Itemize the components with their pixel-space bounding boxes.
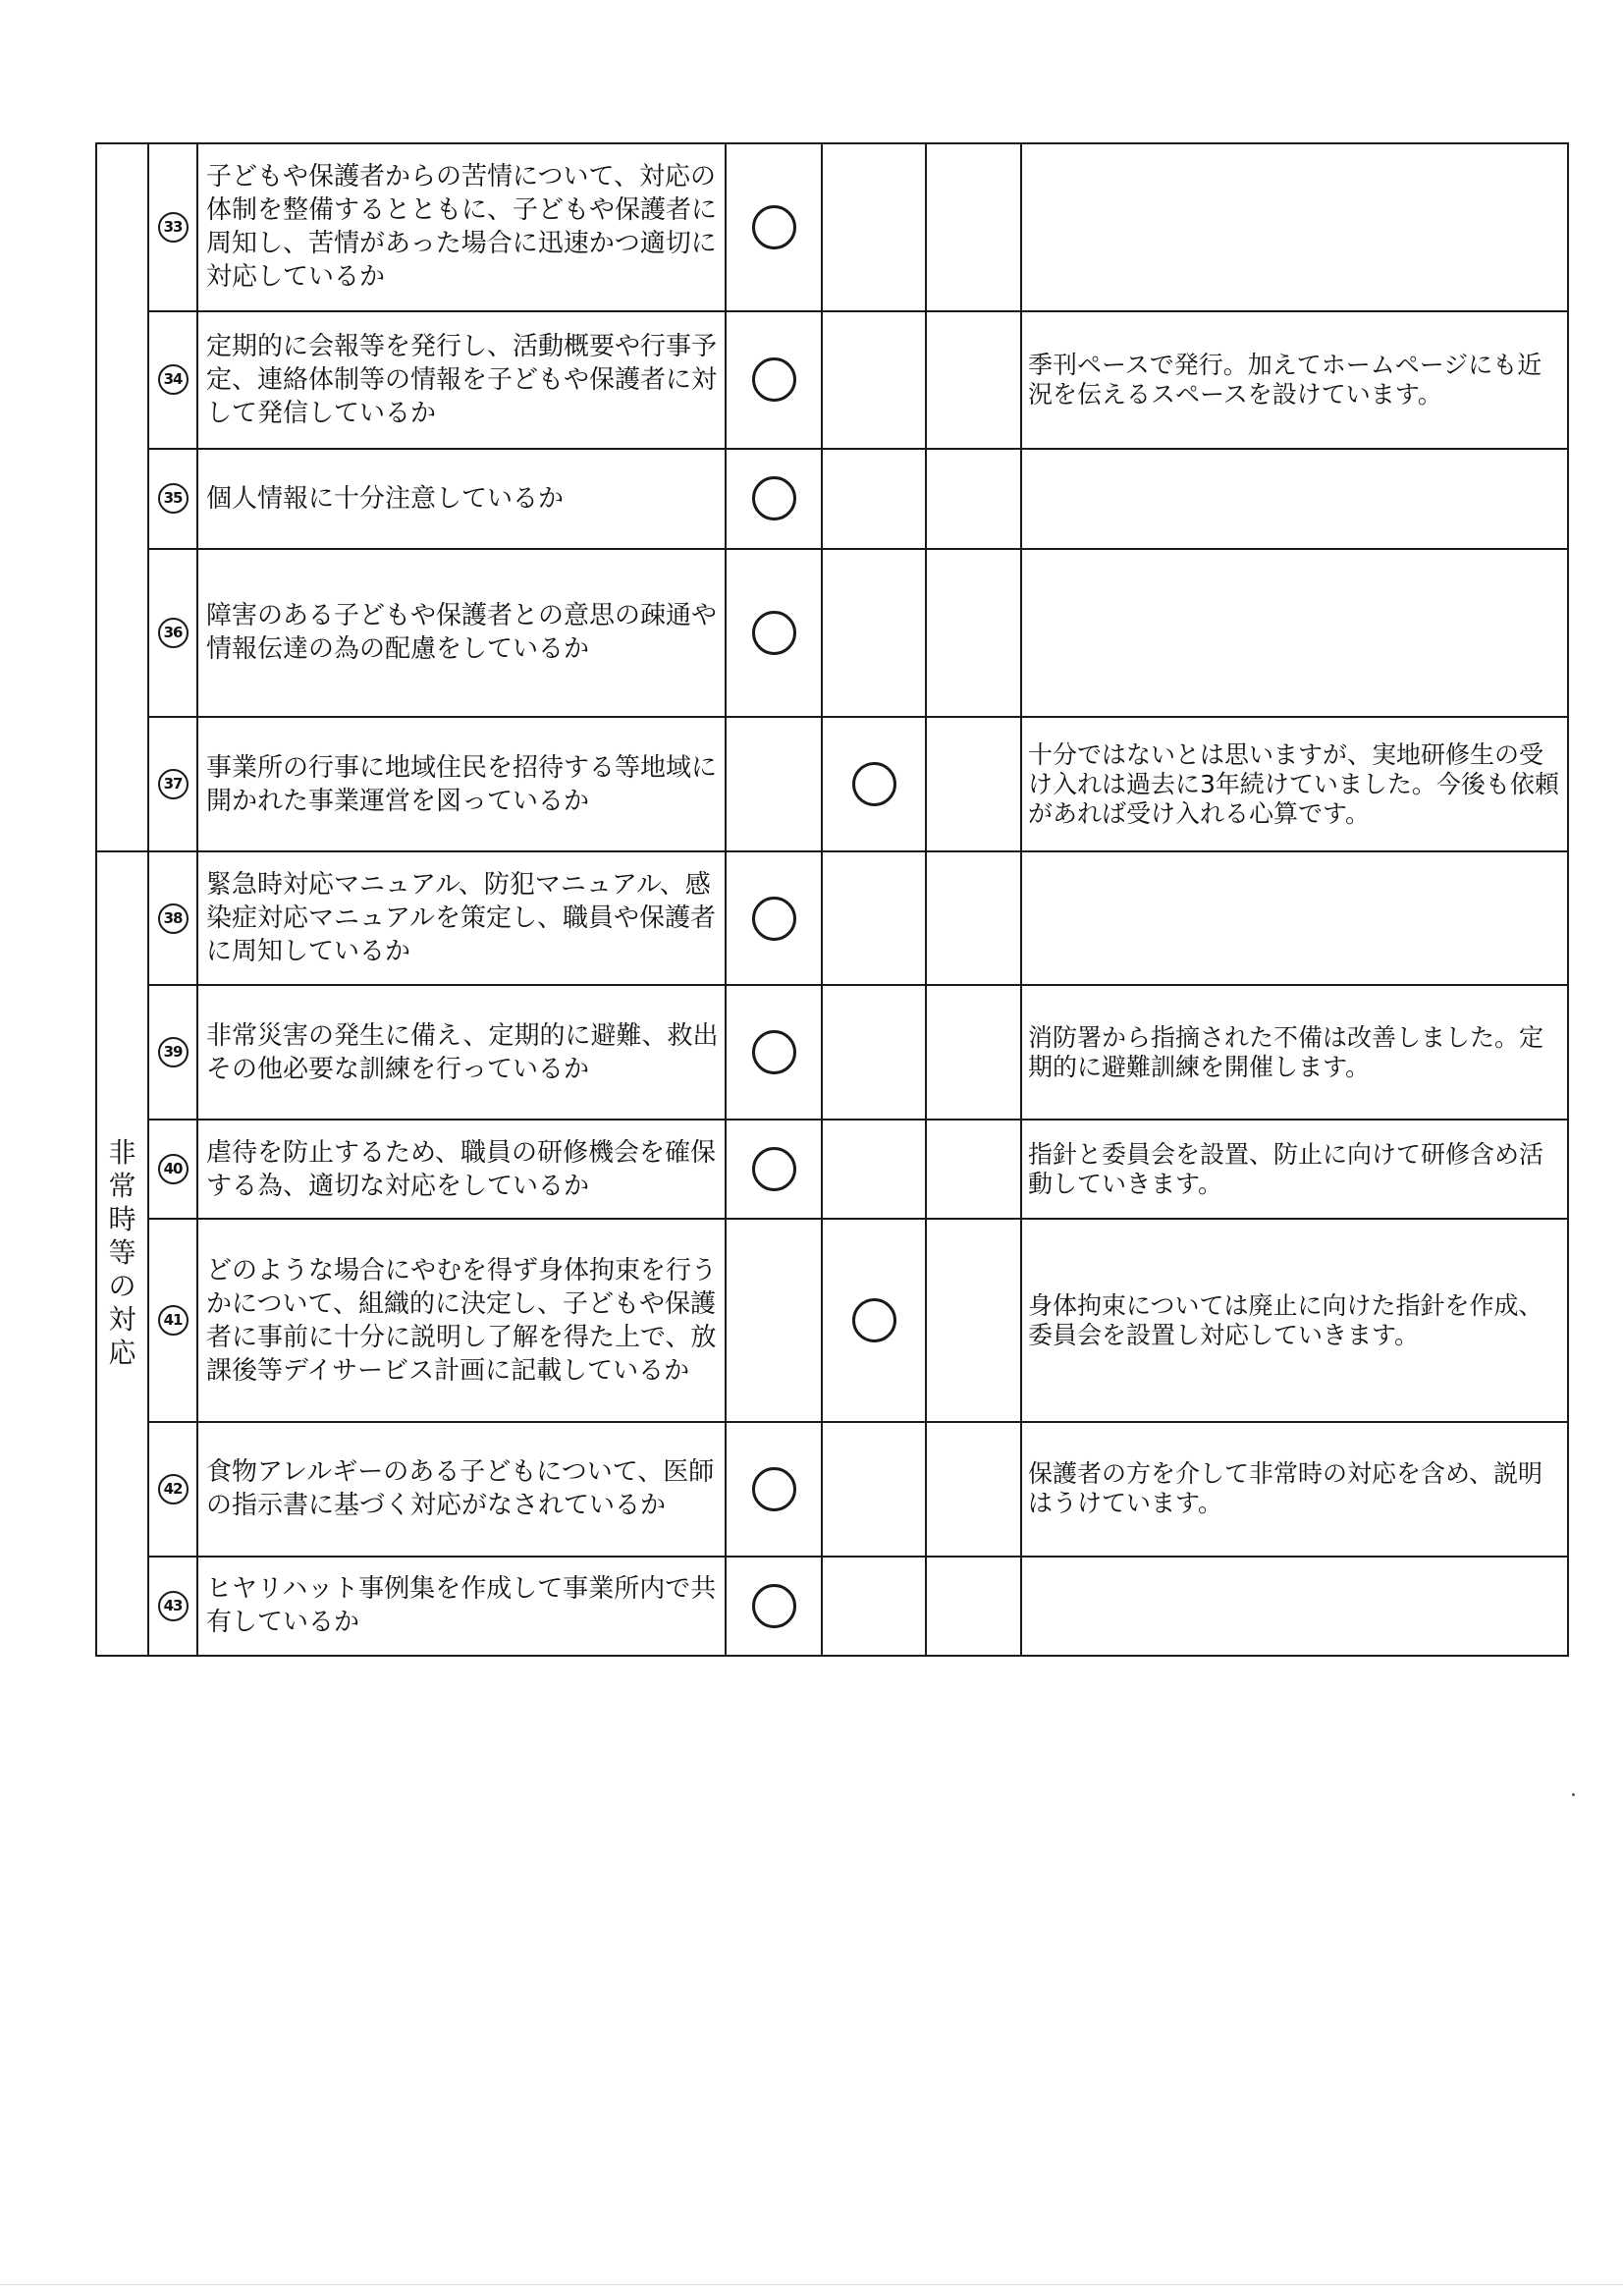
item-number-cell	[148, 549, 197, 718]
answer-partial-cell	[822, 1219, 926, 1422]
answer-no-cell	[926, 311, 1021, 450]
item-number: 34	[158, 364, 189, 395]
item-number-cell	[148, 985, 197, 1120]
answer-yes-cell	[726, 851, 822, 986]
answer-partial-cell	[822, 449, 926, 548]
answer-yes-cell	[726, 1219, 822, 1422]
item-number-cell	[148, 449, 197, 548]
note-text: 消防署から指摘された不備は改善しました。定期的に避難訓練を開催します。	[1021, 985, 1568, 1120]
item-text: どのような場合にやむを得ず身体拘束を行うかについて、組織的に決定し、子どもや保護者に事前に十分に説明し了解を得た上で、放課後等デイサービス計画に記載しているか	[197, 1219, 726, 1422]
answer-yes-cell	[726, 1422, 822, 1557]
item-number: 33	[158, 212, 189, 243]
note-text	[1021, 449, 1568, 548]
answer-yes-cell	[726, 449, 822, 548]
answer-no-cell	[926, 143, 1021, 311]
note-text	[1021, 143, 1568, 311]
note-text: 季刊ペースで発行。加えてホームページにも近況を伝えるスペースを設けています。	[1021, 311, 1568, 450]
item-number-cell	[148, 311, 197, 450]
note-text	[1021, 1557, 1568, 1656]
item-number-cell	[148, 1120, 197, 1219]
note-text	[1021, 549, 1568, 718]
answer-partial-cell	[822, 1557, 926, 1656]
table-row	[96, 717, 1568, 851]
item-number: 40	[158, 1154, 189, 1184]
item-number: 42	[158, 1474, 189, 1504]
item-text: 虐待を防止するため、職員の研修機会を確保する為、適切な対応をしているか	[197, 1120, 726, 1219]
answer-partial-cell	[822, 851, 926, 986]
item-text: 個人情報に十分注意しているか	[197, 449, 726, 548]
circle-mark-icon	[852, 1298, 896, 1342]
circle-mark-icon	[852, 762, 896, 806]
answer-yes-cell	[726, 549, 822, 718]
note-text: 保護者の方を介して非常時の対応を含め、説明はうけています。	[1021, 1422, 1568, 1557]
item-number-cell	[148, 1557, 197, 1656]
item-number: 43	[158, 1591, 189, 1621]
circle-mark-icon	[752, 611, 796, 655]
answer-no-cell	[926, 851, 1021, 986]
item-number: 38	[158, 903, 189, 934]
item-number: 36	[158, 618, 189, 648]
note-text: 身体拘束については廃止に向けた指針を作成、委員会を設置し対応していきます。	[1021, 1219, 1568, 1422]
answer-yes-cell	[726, 311, 822, 450]
circle-mark-icon	[752, 1467, 796, 1511]
circle-mark-icon	[752, 1147, 796, 1191]
answer-no-cell	[926, 549, 1021, 718]
note-text	[1021, 851, 1568, 986]
item-number-cell	[148, 851, 197, 986]
answer-no-cell	[926, 985, 1021, 1120]
item-text: 子どもや保護者からの苦情について、対応の体制を整備するとともに、子どもや保護者に周知し、苦情があった場合に迅速かつ適切に対応しているか	[197, 143, 726, 311]
scan-dot	[1572, 1793, 1575, 1796]
table-row	[96, 449, 1568, 548]
category-cell-previous	[96, 143, 148, 851]
answer-yes-cell	[726, 717, 822, 851]
table-row	[96, 985, 1568, 1120]
scan-edge-line	[0, 2284, 1623, 2285]
answer-no-cell	[926, 1422, 1021, 1557]
circle-mark-icon	[752, 897, 796, 941]
item-text: 定期的に会報等を発行し、活動概要や行事予定、連絡体制等の情報を子どもや保護者に対して発信しているか	[197, 311, 726, 450]
table-row	[96, 549, 1568, 718]
category-cell-emergency	[96, 851, 148, 1656]
circle-mark-icon	[752, 476, 796, 520]
answer-no-cell	[926, 1120, 1021, 1219]
item-number: 37	[158, 769, 189, 799]
table-row	[96, 1120, 1568, 1219]
item-text: ヒヤリハット事例集を作成して事業所内で共有しているか	[197, 1557, 726, 1656]
item-number-cell	[148, 143, 197, 311]
category-label: 非常時等の対応	[108, 1136, 136, 1370]
circle-mark-icon	[752, 1584, 796, 1628]
item-number: 39	[158, 1037, 189, 1067]
note-text: 指針と委員会を設置、防止に向けて研修含め活動していきます。	[1021, 1120, 1568, 1219]
note-text: 十分ではないとは思いますが、実地研修生の受け入れは過去に3年続けていました。今後も依頼があれば受け入れる心算です。	[1021, 717, 1568, 851]
answer-partial-cell	[822, 143, 926, 311]
answer-no-cell	[926, 1557, 1021, 1656]
answer-no-cell	[926, 449, 1021, 548]
item-text: 食物アレルギーのある子どもについて、医師の指示書に基づく対応がなされているか	[197, 1422, 726, 1557]
table-row	[96, 311, 1568, 450]
item-number-cell	[148, 717, 197, 851]
answer-partial-cell	[822, 1120, 926, 1219]
answer-yes-cell	[726, 1557, 822, 1656]
circle-mark-icon	[752, 1030, 796, 1074]
item-number-cell	[148, 1219, 197, 1422]
circle-mark-icon	[752, 205, 796, 249]
item-number: 41	[158, 1305, 189, 1336]
table-row	[96, 143, 1568, 311]
table-row	[96, 1219, 1568, 1422]
answer-yes-cell	[726, 1120, 822, 1219]
answer-partial-cell	[822, 549, 926, 718]
table-row	[96, 851, 1568, 986]
answer-partial-cell	[822, 311, 926, 450]
item-text: 事業所の行事に地域住民を招待する等地域に開かれた事業運営を図っているか	[197, 717, 726, 851]
item-text: 緊急時対応マニュアル、防犯マニュアル、感染症対応マニュアルを策定し、職員や保護者に周知しているか	[197, 851, 726, 986]
answer-yes-cell	[726, 143, 822, 311]
evaluation-table	[95, 142, 1569, 1657]
table-row	[96, 1557, 1568, 1656]
answer-partial-cell	[822, 717, 926, 851]
item-text: 非常災害の発生に備え、定期的に避難、救出その他必要な訓練を行っているか	[197, 985, 726, 1120]
item-number-cell	[148, 1422, 197, 1557]
item-text: 障害のある子どもや保護者との意思の疎通や情報伝達の為の配慮をしているか	[197, 549, 726, 718]
answer-partial-cell	[822, 1422, 926, 1557]
answer-no-cell	[926, 717, 1021, 851]
answer-partial-cell	[822, 985, 926, 1120]
table-row	[96, 1422, 1568, 1557]
item-number: 35	[158, 483, 189, 514]
answer-no-cell	[926, 1219, 1021, 1422]
answer-yes-cell	[726, 985, 822, 1120]
circle-mark-icon	[752, 357, 796, 402]
